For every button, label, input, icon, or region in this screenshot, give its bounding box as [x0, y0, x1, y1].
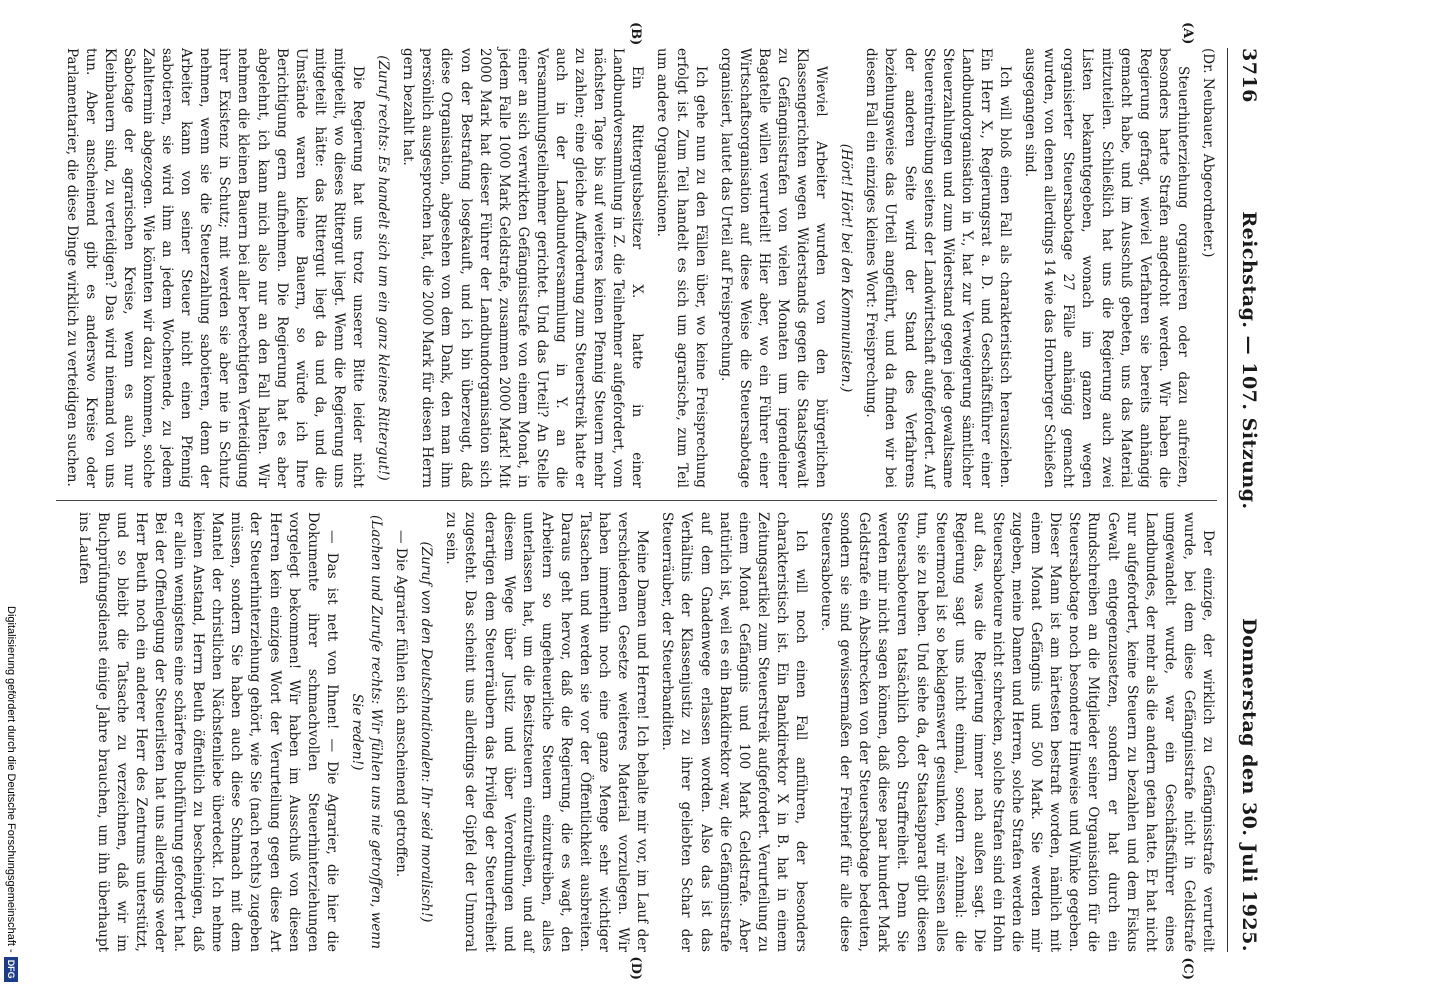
paragraph: Ich will bloß einen Fall als charakteristisch herausziehen. Ein Herr X., Regierungsrat a. D. und Geschäftsführer einer Landbundorganisation in Y., hat zur Verweigerung sämtlicher Steuerzahlungen und zum Widerstand gegen jede gewaltsame Steuereintreibung seitens der Landwirtschaft aufgefordert. Auf der anderen Seite wird der Stand des Verfahrens beziehungsweise das Urteil angeführt, und da finden wir bei diesem Fall ein einziges kleines Wort: Freisprechung. — [863, 48, 1014, 488]
interjection: (Lachen und Zurufe rechts: Wir fühlen uns nie getroffen, wenn Sie reden!) — [348, 515, 385, 949]
paragraph: Wieviel Arbeiter wurden von den bürgerlichen Klassengerichten wegen Widerstands gegen die Staatsgewalt zu Gefängnisstrafen von vielen Monaten um irgendeiner Bagatelle willen verurteilt! Hier aber, wo ein Führer einer Wirtschaftsorganisation auf diese Weise die Steuersabotage organisiert, lautet das Urteil auf Freisprechung. — [717, 48, 830, 488]
interjection: (Zuruf von den Deutschnationalen: Ihr seid moralisch!) — [418, 541, 435, 923]
margin-mark-d: (D) — [628, 956, 643, 980]
digitization-note — [4, 606, 18, 986]
text-columns — [56, 22, 1217, 980]
paragraph: Steuerhinterziehung organisieren oder dazu aufreizen, besonders harte Strafen angedroht werden. Wir haben die Regierung gefragt, wieviel Verfahren sie bereits anhängig gemacht habe, und im Ausschuß gebeten, uns das Material mitzuteilen. Schließlich hat uns die Regierung auch zwei Listen bekanntgegeben, wonach im ganzen wegen organisierter Steuersabotage 27 Fälle anhängig gemacht wurden, von denen allerdings 14 wie das Hornberger Schießen ausgegangen sind. — [1022, 48, 1191, 488]
right-column — [56, 512, 1217, 952]
paragraph: Meine Damen und Herren! Ich behalte mir vor, im Lauf der verschiedenen Gesetze weiteres Material vorzulegen. Wir haben immerhin noch eine ganze Menge sehr wichtiger Tatsachen und werden sie vor der Öffentlichkeit ausbreiten. Daraus geht hervor, daß die Regierung, die es wagt, den Arbeitern so ungeheuerliche Steuern einzutreiben, alles unterlassen hat, um die Besitzsteuern einzutreiben, und auf diesem Wege über Justiz und über Verordnungen und derartigen dem Steuerräubern das Privileg der Steuerfreiheit zugesteht. Das scheint uns allerdings der Gipfel der Unmoral zu sein. — [443, 512, 651, 952]
digitization-text: Digitalisierung gefördert durch die Deutsche Forschungsgemeinschaft - — [5, 606, 17, 953]
paragraph: — Das ist nett von Ihnen! — Die Agrarier, die hier die Dokumente ihrer schmachvollen Steuerhinterziehungen vorgelegt bekommen! Wir haben im Ausschuß von diesen Herren kein einziges Wort der Verurteilung gegen diese Art der Steuerhinterziehung gehört, wie Sie (nach rechts) zugeben müssen, sondern Sie haben auch diese Schmach mit dem Mantel der christlichen Nächstenliebe überdeckt. Ich nehme keinen Anstand, Herrn Beuth öffentlich zu bescheinigen, daß er allein wenigstens eine schärfere Buchführung gefordert hat. Bei der Offenlegung der Steuerlisten hat uns allerdings weder Herr Beuth noch ein anderer Herr des Zentrums unterstützt, und so bleibt die Tatsache zu verzeichnen, daß wir im Buchprüfungsdienst einige Jahre brauchen, um ihn überhaupt ins Laufen — [75, 512, 340, 952]
paragraph: Ein Rittergutsbesitzer X. hatte in einer Landbundversammlung in Z. die Teilnehmer aufgefordert, vom nächsten Tage bis auf weiteres keinen Pfennig Steuern mehr zu zahlen; eine gleiche Aufforderung zum Steuerstreik hatte er auch in der Landbundversammlung in Y. an die Versammlungsteilnehmer gerichtet. Und das Urteil? An Stelle einer an sich verwirkten Gefängnisstrafe von einem Monat, in jedem Falle 1000 Mark Geldstrafe, zusammen 2000 Mark! Mit 2000 Mark hat dieser Führer der Landbundorganisation sich von der Bestrafung losgekauft, und ich bin überzeugt, daß diese Organisation, abgesehen von dem Dank, den man ihm persönlich ausgesprochen hat, die 2000 Mark für diesen Herrn gern bezahlt hat. — [400, 48, 646, 488]
session-date: Donnerstag den 30. Juli 1925. — [1238, 618, 1260, 952]
paragraph: Der einzige, der wirklich zu Gefängnisstrafe verurteilt wurde, bei dem diese Gefängnisstrafe nicht in Geldstrafe umgewandelt wurde, war ein Geschäftsführer eines Landbundes, der mehr als die andern getan hatte. Er hat nicht nur aufgefordert, keine Steuern zu bezahlen und dem Fiskus Gewalt entgegenzusetzen, sondern er hat durch ein Rundschreiben an die Mitglieder seiner Organisation für die Steuersabotage noch besondere Hinweise und Winke gegeben. Dieser Mann ist am härtesten bestraft worden, nämlich mit einem Monat Gefängnis und 500 Mark. Sie werden mir zugeben, meine Damen und Herren, solche Strafen werden die Steuersaboteure nicht schrecken, solche Strafen sind ein Hohn auf das, was die Regierung immer nach außen sagt. Die Regierung sagt uns nicht einmal, sondern zehnmal: die Steuermoral ist so beklagenswert gesunken, wir müssen alles tun, sie zu heben. Und siehe da, der Staatsapparat gibt diesen Steuersaboteuren tatsächlich doch Straffreiheit. Denn Sie werden mir nicht sagen können, daß diese paar hundert Mark Geldstrafe ein Abschrecken von der Steuersabotage bedeuten, sondern sie sind gewissermaßen der Freibrief für alle diese Steuersaboteure. — [818, 512, 1216, 952]
page-number: 3716 — [1238, 48, 1260, 103]
interjection: (Zuruf rechts: Es handelt sich um ein ganz kleines Rittergut!) — [375, 55, 392, 481]
page-title: Reichstag. — 107. Sitzung. — [1238, 211, 1260, 510]
paragraph: — Die Agrarier fühlen sich anscheinend getroffen. — [393, 530, 410, 878]
paragraph: Die Regierung hat uns trotz unserer Bitte leider nicht mitgeteilt, wo dieses Rittergut liegt. Wenn die Regierung uns mitgeteilt hätte: das Rittergut liegt da und da, und die Umstände waren kleine Bauern, so würde ich Ihre Berichtigung gern aufnehmen. Die Regierung hat es aber abgelehnt, ich kann mich also nur an den Fall halten. Wir nehmen die kleinen Bauern bei aller berechtigten Verteidigung ihrer Existenz in Schutz; mit werden sie aber nie in Schutz nehmen, wenn sie die Steuerzahlung sabotieren, denn der Arbeiter kann von seiner Steuer nicht einen Pfennig sabotieren, sie wird ihm an jedem Wochenende, zu jedem Zahltermin abgezogen. Wie könnten wir dazu kommen, solche Sabotage der agrarischen Kreise, wenn es auch nur Kleinbauern sind, zu verteidigen? Das wird niemand von uns tun. Aber anscheinend gibt es anderswo Kreise oder Parlamentarier, die diese Dinge wirklich zu verteidigen suchen. — [63, 48, 367, 488]
left-column — [56, 48, 1217, 488]
interjection: (Hört! Hört! bei den Kommunisten.) — [838, 143, 855, 393]
dfg-logo-icon: DFG — [4, 957, 18, 982]
margin-mark-a: (A) — [1180, 22, 1195, 45]
page-header — [1227, 48, 1260, 952]
paragraph: Ich gehe nun zu den Fällen über, wo keine Freisprechung erfolgt ist. Zum Teil handelt es sich um agrarische, zum Teil um andere Organisationen. — [654, 48, 709, 488]
margin-mark-c: (C) — [1180, 957, 1195, 980]
speaker-attribution: (Dr. Neubauer, Abgeordneter.) — [1200, 48, 1216, 258]
margin-mark-b: (B) — [628, 22, 643, 46]
paragraph: Ich will noch einen Fall anführen, der besonders charakteristisch ist. Ein Bankdirektor X in B. hat in einem Zeitungsartikel zum Steuerstreik aufgefordert. Verurteilung zu einem Monat Gefängnis und 100 Mark Geldstrafe. Aber natürlich ist, weil es ein Bankdirektor war, die Gefängnisstrafe auf dem Gnadenwege erlassen worden. Also das ist das Verhältnis der Klassenjustiz zu ihrer geliebten Schar der Steuerräuber, der Steuerbanditen. — [659, 512, 810, 952]
column-divider — [56, 500, 1217, 501]
